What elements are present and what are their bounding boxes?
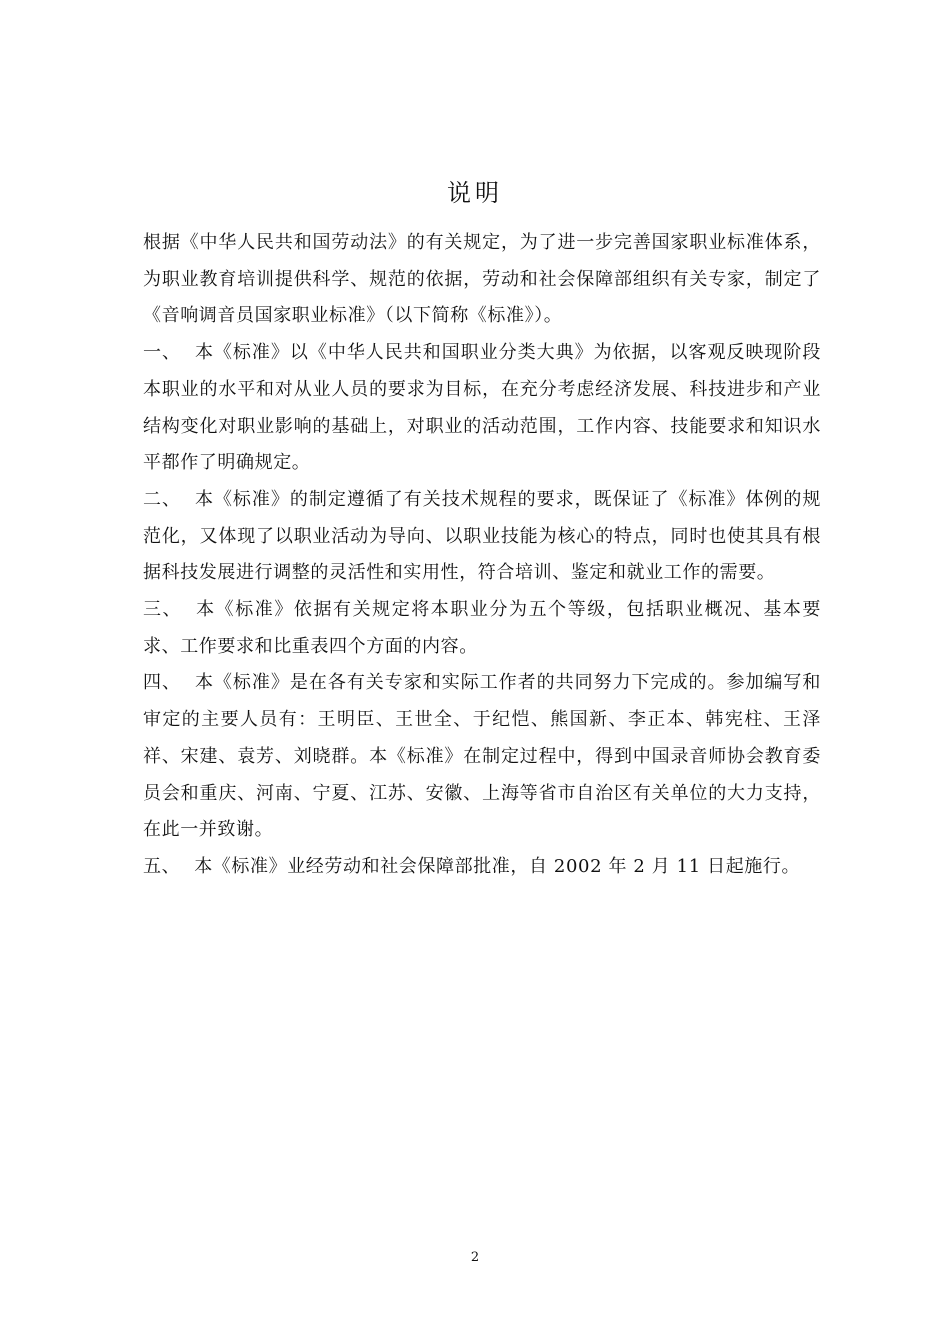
item-number: 一、	[143, 342, 181, 364]
list-item	[143, 482, 821, 592]
list-item	[143, 849, 821, 886]
list-item	[143, 592, 821, 665]
page-number: 2	[470, 1250, 480, 1265]
list-item	[143, 665, 821, 849]
item-number: 四、	[143, 672, 181, 694]
item-number: 二、	[143, 488, 181, 510]
item-text: 本《标准》的制定遵循了有关技术规程的要求，既保证了《标准》体例的规范化，又体现了以职业活动为导向、以职业技能为核心的特点，同时也使其具有根据科技发展进行调整的灵活性和实用性，符合培训、鉴定和就业工作的需要。	[143, 488, 822, 584]
item-number: 三、	[143, 599, 183, 621]
item-text: 本《标准》是在各有关专家和实际工作者的共同努力下完成的。参加编写和审定的主要人员有：王明臣、王世全、于纪恺、熊国新、李正本、韩宪柱、王泽祥、宋建、袁芳、刘晓群。本《标准》在制定过程中，得到中国录音师协会教育委员会和重庆、河南、宁夏、江苏、安徽、上海等省市自治区有关单位的大力支持，在此一并致谢。	[143, 672, 822, 841]
item-number: 五、	[143, 855, 181, 877]
item-text: 本《标准》依据有关规定将本职业分为五个等级，包括职业概况、基本要求、工作要求和比重表四个方面的内容。	[143, 599, 822, 657]
list-item	[143, 335, 821, 482]
intro-paragraph: 根据《中华人民共和国劳动法》的有关规定，为了进一步完善国家职业标准体系，为职业教育培训提供科学、规范的依据，劳动和社会保障部组织有关专家，制定了《音响调音员国家职业标准》（以下简称《标准》）。	[143, 232, 821, 327]
page-title: 说明	[447, 179, 503, 207]
item-text: 本《标准》以《中华人民共和国职业分类大典》为依据，以客观反映现阶段本职业的水平和对从业人员的要求为目标，在充分考虑经济发展、科技进步和产业结构变化对职业影响的基础上，对职业的活动范围，工作内容、技能要求和知识水平都作了明确规定。	[143, 342, 822, 474]
document-body	[143, 225, 821, 886]
item-text: 本《标准》业经劳动和社会保障部批准，自 2002 年 2 月 11 日起施行。	[194, 855, 801, 877]
